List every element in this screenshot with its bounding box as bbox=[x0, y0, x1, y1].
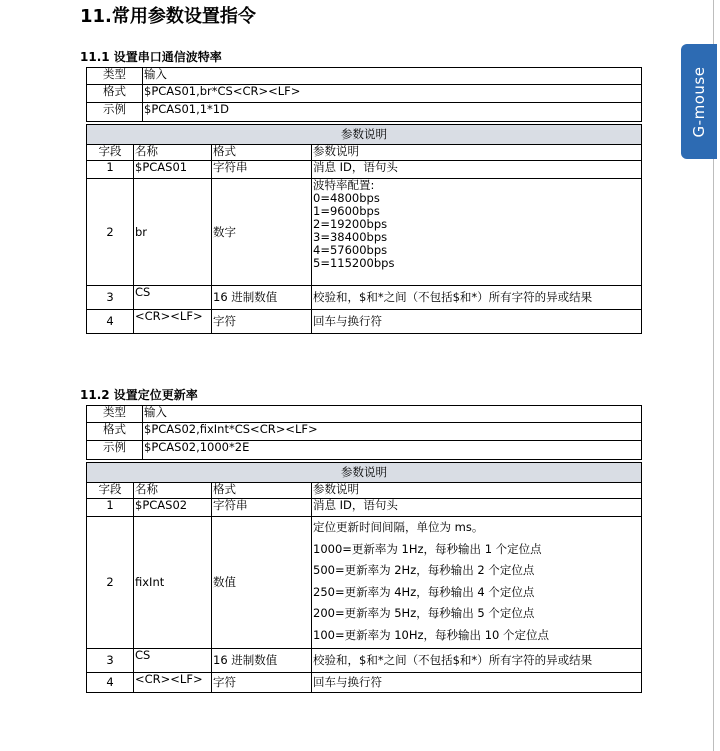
row-name: br bbox=[134, 179, 212, 286]
table-row bbox=[87, 310, 642, 334]
row-index: 1 bbox=[87, 161, 134, 179]
table-row bbox=[87, 179, 642, 286]
row-format: 字符串 bbox=[212, 499, 312, 517]
desc-line: 0=4800bps bbox=[313, 191, 380, 205]
row-index: 4 bbox=[87, 673, 134, 693]
desc-line: 100=更新率为 10Hz，每秒输出 10 个定位点 bbox=[313, 627, 550, 642]
side-tab-label: G-mouse bbox=[690, 66, 708, 137]
section-title-11-2: 11.2 设置定位更新率 bbox=[80, 388, 198, 402]
row-desc: 回车与换行符 bbox=[312, 673, 642, 693]
row-desc: 校验和，$和*之间（不包括$和*）所有字符的异或结果 bbox=[312, 649, 642, 673]
row-index: 3 bbox=[87, 286, 134, 310]
desc-line: 4=57600bps bbox=[313, 243, 388, 257]
col-field: 字段 bbox=[87, 483, 134, 499]
row-name: CS bbox=[134, 286, 212, 310]
param-header: 参数说明 bbox=[87, 125, 642, 145]
section-11-1-param-table bbox=[86, 124, 642, 334]
param-header: 参数说明 bbox=[87, 463, 642, 483]
row-desc bbox=[312, 517, 642, 649]
desc-line: 200=更新率为 5Hz，每秒输出 5 个定位点 bbox=[313, 606, 535, 620]
row-index: 2 bbox=[87, 179, 134, 286]
desc-line: 波特率配置: bbox=[313, 178, 375, 192]
page-title: 11.常用参数设置指令 bbox=[80, 6, 256, 27]
desc-line: 1=9600bps bbox=[313, 204, 380, 218]
section-title-11-1: 11.1 设置串口通信波特率 bbox=[80, 50, 222, 64]
example-value: $PCAS01,1*1D bbox=[143, 103, 642, 122]
row-desc: 消息 ID，语句头 bbox=[312, 499, 642, 517]
format-value: $PCAS02,fixInt*CS<CR><LF> bbox=[143, 423, 642, 441]
row-format: 字符 bbox=[212, 673, 312, 693]
col-field: 字段 bbox=[87, 145, 134, 161]
row-index: 1 bbox=[87, 499, 134, 517]
desc-line: 250=更新率为 4Hz，每秒输出 4 个定位点 bbox=[313, 584, 535, 599]
example-label: 示例 bbox=[87, 103, 143, 122]
col-format: 格式 bbox=[212, 145, 312, 161]
row-name: <CR><LF> bbox=[134, 673, 212, 693]
type-label: 类型 bbox=[87, 406, 143, 423]
row-index: 2 bbox=[87, 517, 134, 649]
row-desc: 回车与换行符 bbox=[312, 310, 642, 334]
row-format: 16 进制数值 bbox=[212, 649, 312, 673]
type-label: 类型 bbox=[87, 68, 143, 85]
col-desc: 参数说明 bbox=[312, 483, 642, 499]
format-label: 格式 bbox=[87, 423, 143, 441]
col-desc: 参数说明 bbox=[312, 145, 642, 161]
row-desc: 消息 ID，语句头 bbox=[312, 161, 642, 179]
section-11-2-header-table bbox=[86, 405, 642, 460]
table-row bbox=[87, 673, 642, 693]
table-row bbox=[87, 649, 642, 673]
section-11-1-header-table bbox=[86, 67, 642, 122]
row-format: 16 进制数值 bbox=[212, 286, 312, 310]
row-desc bbox=[312, 179, 642, 286]
row-desc: 校验和，$和*之间（不包括$和*）所有字符的异或结果 bbox=[312, 286, 642, 310]
row-format: 字符 bbox=[212, 310, 312, 334]
col-name: 名称 bbox=[134, 145, 212, 161]
row-name: fixInt bbox=[134, 517, 212, 649]
table-row bbox=[87, 517, 642, 649]
section-11-2-param-table bbox=[86, 462, 642, 693]
desc-line: 定位更新时间间隔，单位为 ms。 bbox=[313, 520, 484, 534]
desc-line: 500=更新率为 2Hz，每秒输出 2 个定位点 bbox=[313, 563, 535, 577]
type-value: 输入 bbox=[143, 406, 642, 423]
example-label: 示例 bbox=[87, 441, 143, 460]
col-format: 格式 bbox=[212, 483, 312, 499]
desc-line: 1000=更新率为 1Hz，每秒输出 1 个定位点 bbox=[313, 541, 542, 556]
row-format: 字符串 bbox=[212, 161, 312, 179]
side-tab bbox=[681, 44, 717, 159]
desc-line: 2=19200bps bbox=[313, 217, 388, 231]
row-format: 数值 bbox=[212, 517, 312, 649]
row-format: 数字 bbox=[212, 179, 312, 286]
row-index: 3 bbox=[87, 649, 134, 673]
row-name: $PCAS02 bbox=[134, 499, 212, 517]
format-label: 格式 bbox=[87, 85, 143, 103]
format-value: $PCAS01,br*CS<CR><LF> bbox=[143, 85, 642, 103]
table-row bbox=[87, 499, 642, 517]
col-name: 名称 bbox=[134, 483, 212, 499]
table-row bbox=[87, 161, 642, 179]
row-name: $PCAS01 bbox=[134, 161, 212, 179]
type-value: 输入 bbox=[143, 68, 642, 85]
desc-line: 3=38400bps bbox=[313, 230, 388, 244]
desc-line: 5=115200bps bbox=[313, 256, 395, 270]
row-index: 4 bbox=[87, 310, 134, 334]
row-name: <CR><LF> bbox=[134, 310, 212, 334]
example-value: $PCAS02,1000*2E bbox=[143, 441, 642, 460]
row-name: CS bbox=[134, 649, 212, 673]
table-row bbox=[87, 286, 642, 310]
